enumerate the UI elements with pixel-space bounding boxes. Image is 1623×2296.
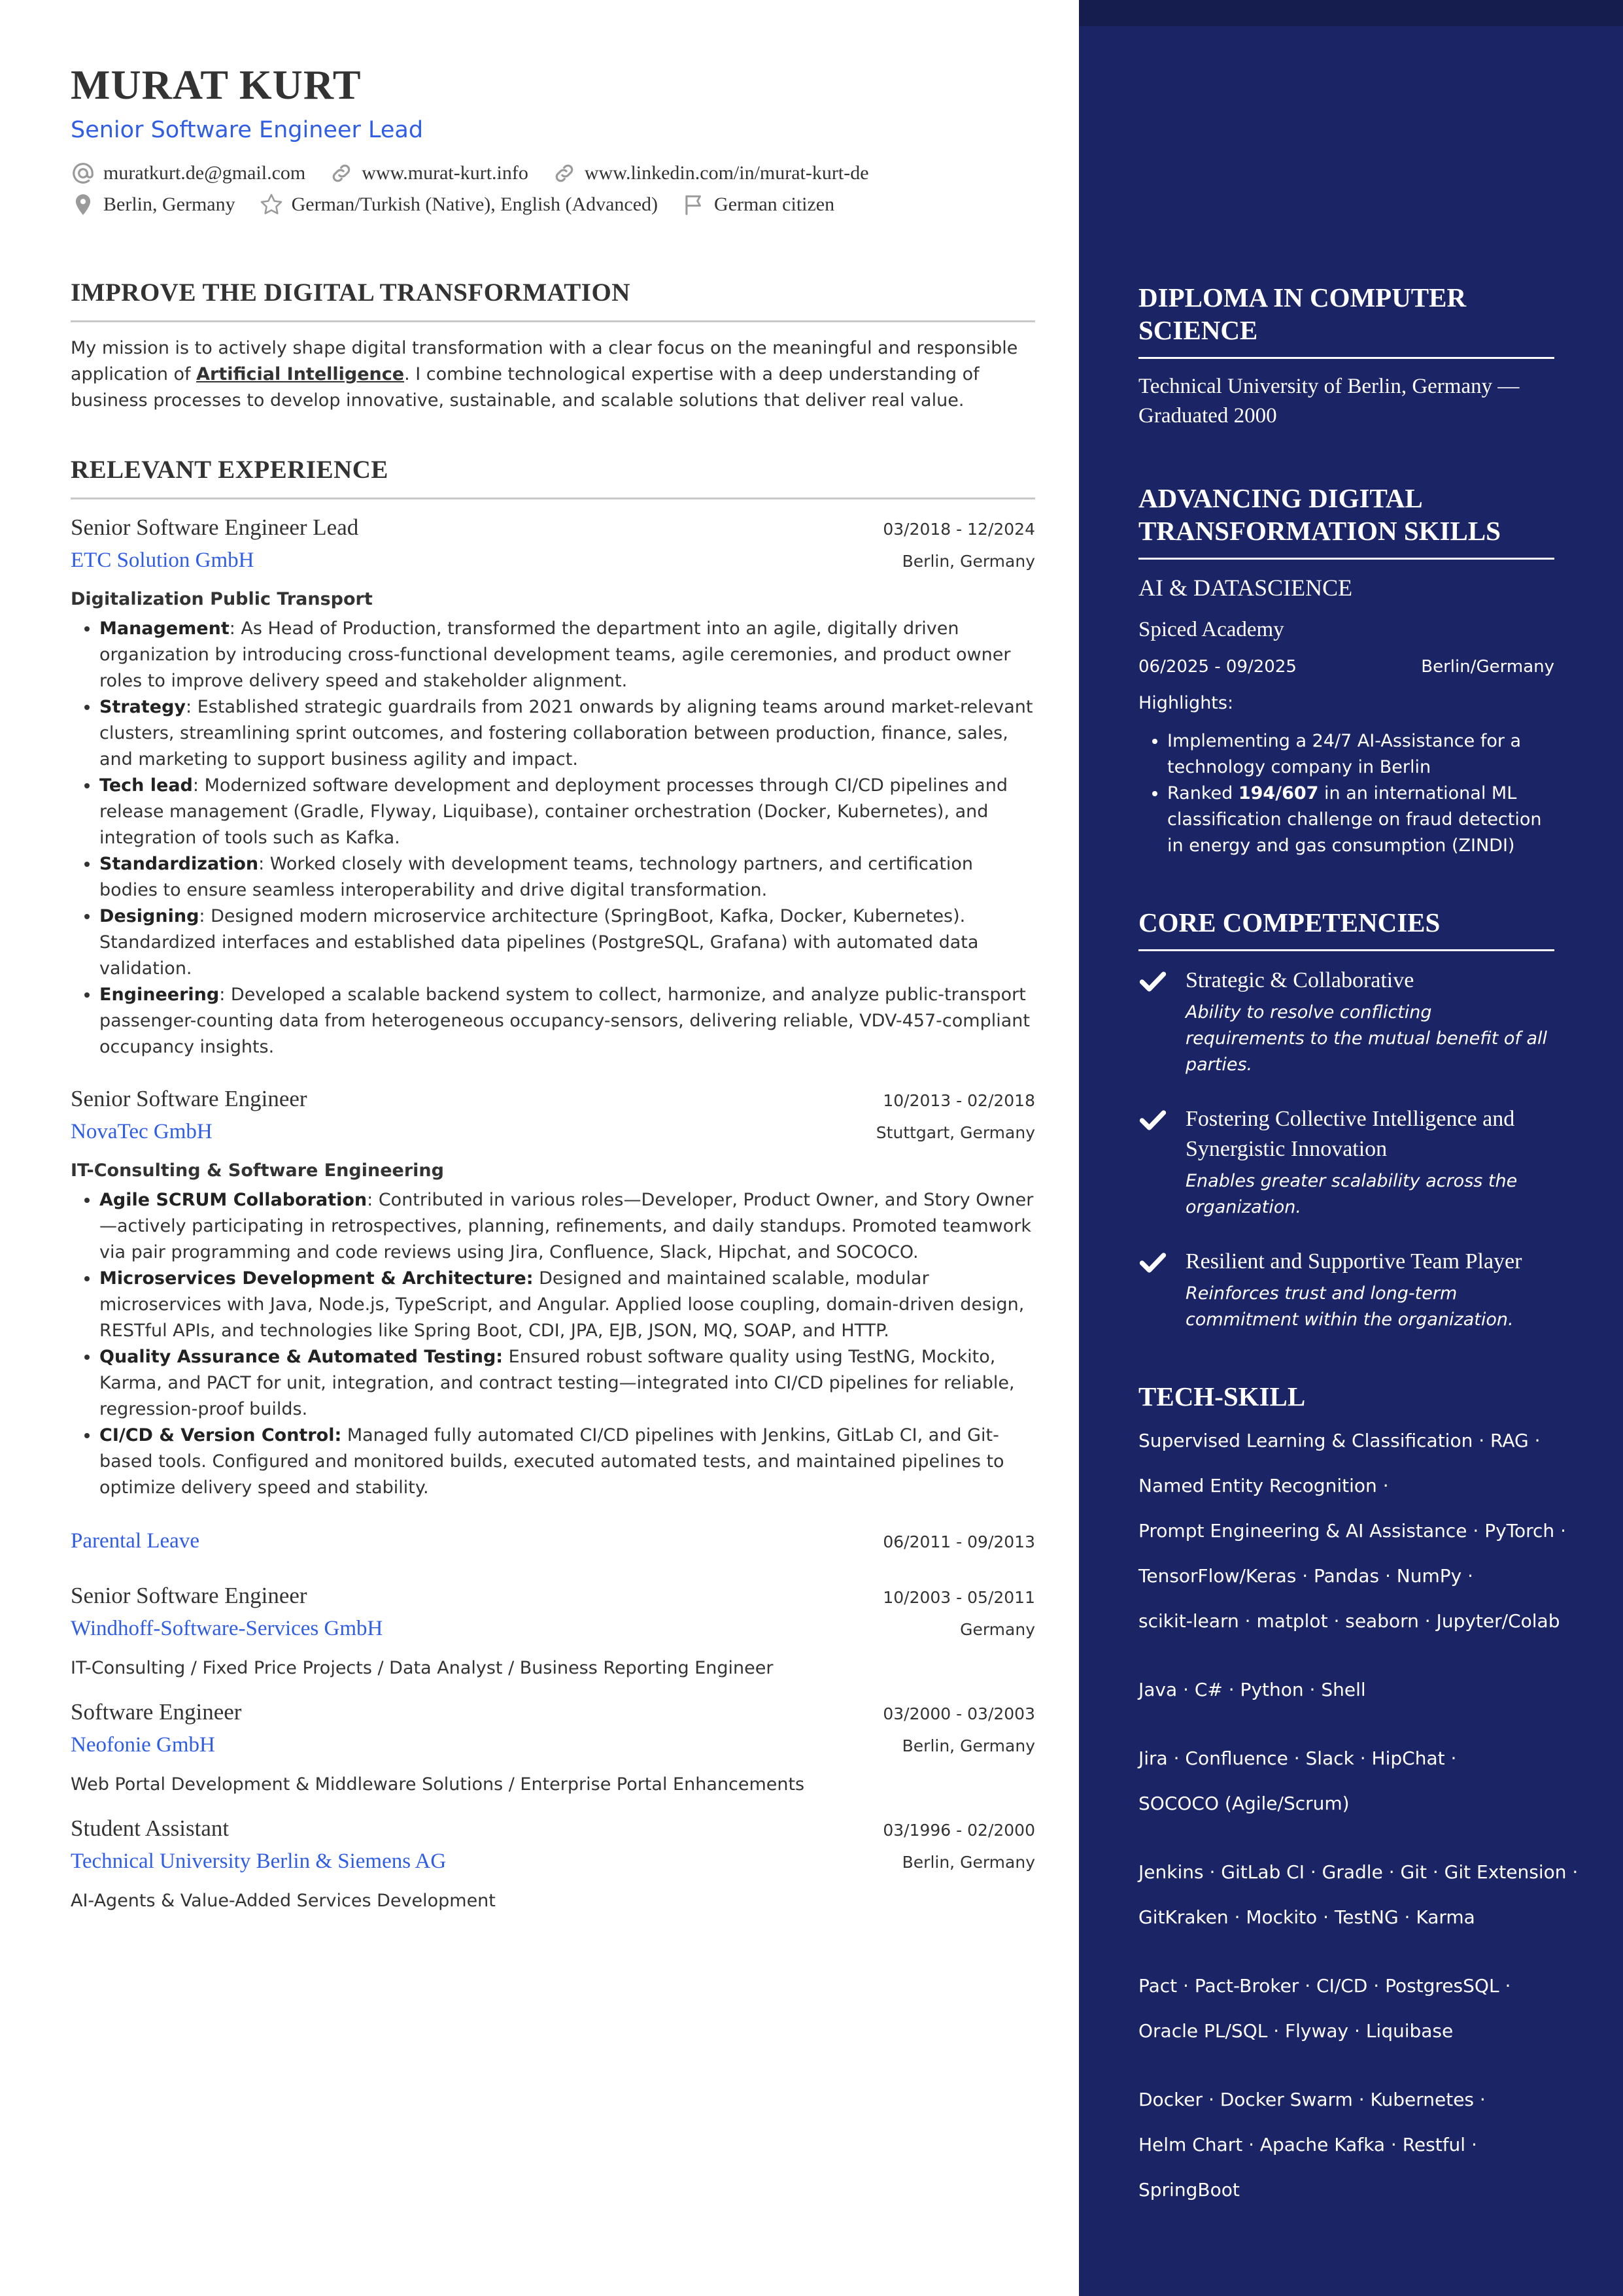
linkedin-text: www.linkedin.com/in/murat-kurt-de <box>584 162 869 184</box>
advancing-title: ADVANCING DIGITAL TRANSFORMATION SKILLS <box>1138 482 1554 560</box>
company-name[interactable]: Windhoff-Software-Services GmbH <box>71 1617 383 1640</box>
company-name[interactable]: Neofonie GmbH <box>71 1733 215 1757</box>
education-section <box>1138 281 1554 431</box>
competency-name: Strategic & Collaborative <box>1186 968 1414 992</box>
competencies-title: CORE COMPETENCIES <box>1138 906 1554 951</box>
contact-location <box>71 192 235 217</box>
skill-group <box>1138 1963 1554 2053</box>
contact-row-1 <box>71 158 1035 188</box>
skill-group <box>1138 1849 1579 1940</box>
highlight-item: • Implementing a 24/7 AI-Assistance for a technology company in Berlin <box>1167 728 1554 781</box>
course-title: AI & DATASCIENCE <box>1138 575 1353 601</box>
bullet-item: • Designing: Designed modern microservice architecture (SpringBoot, Kafka, Docker, Kubernetes). Standardized interfaces and established data pipelines (PostgreSQL, Grafana) with automated data validation. <box>99 903 1035 982</box>
project-title: Digitalization Public Transport <box>71 589 373 609</box>
course-location: Berlin/Germany <box>1421 657 1554 677</box>
citizenship-text: German citizen <box>714 194 835 215</box>
checkmark-icon <box>1138 967 1167 996</box>
bullet-item: • Management: As Head of Production, transformed the department into an agile, digitally driven organization by introducing cross-functional development teams, agile ceremonies, and product owner roles to improve delivery speed and stakeholder alignment. <box>99 616 1035 694</box>
contact-website[interactable] <box>329 161 528 186</box>
skill-line: Named Entity Recognition · <box>1138 1475 1389 1496</box>
job-date: 10/2013 - 02/2018 <box>883 1091 1035 1110</box>
course-date: 06/2025 - 09/2025 <box>1138 657 1297 677</box>
at-icon <box>71 161 95 186</box>
experience-section <box>71 454 1035 1914</box>
job-location: Berlin, Germany <box>902 552 1035 571</box>
highlights-label: Highlights: <box>1138 693 1234 713</box>
link-icon <box>329 161 354 186</box>
competency-desc: Reinforces trust and long-term commitment within the organization. <box>1186 1283 1514 1330</box>
job-title: Senior Software Engineer <box>71 1086 307 1111</box>
skill-line: Oracle PL/SQL · Flyway · Liquibase <box>1138 2020 1454 2042</box>
competency-name: Resilient and Supportive Team Player <box>1186 1249 1522 1274</box>
link-icon <box>552 161 577 186</box>
skill-line: SpringBoot <box>1138 2179 1240 2201</box>
course-org: Spiced Academy <box>1138 618 1284 641</box>
contact-languages <box>259 192 658 217</box>
skill-group <box>1138 2077 1554 2212</box>
contact-row-2 <box>71 190 1035 220</box>
skill-line: Pact · Pact-Broker · CI/CD · PostgresSQL · <box>1138 1975 1511 1997</box>
job-location: Germany <box>960 1620 1035 1639</box>
experience-title: RELEVANT EXPERIENCE <box>71 454 1035 499</box>
company-name[interactable]: Technical University Berlin & Siemens AG <box>71 1849 447 1873</box>
bullet-item: • Quality Assurance & Automated Testing: Ensured robust software quality using TestNG, Mockito, Karma, and PACT for unit, integration, and contract testing—integrated into CI/CD pipelines for reliable, regression-proof builds. <box>99 1344 1035 1423</box>
skill-line: Jenkins · GitLab CI · Gradle · Git · Git Extension · <box>1138 1861 1579 1883</box>
skill-line: GitKraken · Mockito · TestNG · Karma <box>1138 1906 1475 1928</box>
job-description: AI-Agents & Value-Added Services Development <box>71 1891 496 1911</box>
sidebar-top-band <box>1079 0 1623 26</box>
skill-line: Jira · Confluence · Slack · HipChat · <box>1138 1747 1457 1769</box>
project-title: IT-Consulting & Software Engineering <box>71 1160 444 1181</box>
advancing-section <box>1138 482 1554 859</box>
flag-icon <box>681 192 706 217</box>
bullet-item: • Standardization: Worked closely with development teams, technology partners, and certification bodies to ensure seamless interoperability and drive digital transformation. <box>99 851 1035 903</box>
job-location: Berlin, Germany <box>902 1853 1035 1872</box>
highlights-list <box>1138 728 1554 859</box>
skill-group <box>1138 1418 1566 1644</box>
techskill-section <box>1138 1380 1579 2212</box>
candidate-name: MURAT KURT <box>71 61 362 108</box>
job-entry <box>71 1696 1035 1798</box>
competency-name: Fostering Collective Intelligence and Synergistic Innovation <box>1186 1107 1515 1161</box>
skill-line: Helm Chart · Apache Kafka · Restful · <box>1138 2134 1477 2155</box>
skill-line: scikit-learn · matplot · seaborn · Jupyter/Colab <box>1138 1610 1560 1632</box>
bullet-item: • Engineering: Developed a scalable backend system to collect, harmonize, and analyze public-transport passenger-counting data from heterogeneous occupancy-sensors, delivering reliable, VDV-457-compliant occupancy insights. <box>99 982 1035 1060</box>
job-bullets <box>71 1187 1035 1501</box>
job-date: 10/2003 - 05/2011 <box>883 1588 1035 1607</box>
competencies-section <box>1138 906 1554 1333</box>
website-text: www.murat-kurt.info <box>362 162 528 184</box>
job-date: 03/2018 - 12/2024 <box>883 520 1035 539</box>
sidebar <box>1079 0 1623 2296</box>
job-description: Web Portal Development & Middleware Solutions / Enterprise Portal Enhancements <box>71 1774 805 1795</box>
contact-citizenship <box>681 192 834 217</box>
contact-email[interactable] <box>71 161 305 186</box>
job-title: Software Engineer <box>71 1699 242 1725</box>
company-name[interactable]: NovaTec GmbH <box>71 1120 213 1143</box>
course-meta <box>1138 655 1554 679</box>
email-text: muratkurt.de@gmail.com <box>103 162 306 184</box>
competency-item <box>1138 1104 1554 1221</box>
skill-group <box>1138 1736 1554 1826</box>
bullet-item: • CI/CD & Version Control: Managed fully automated CI/CD pipelines with Jenkins, GitLab CI, and Git-based tools. Configured and monitored builds, executed automated tests, and maintained pipelines to optimize delivery speed and stability. <box>99 1423 1035 1501</box>
job-bullets <box>71 616 1035 1060</box>
checkmark-icon <box>1138 1248 1167 1277</box>
star-icon <box>259 192 284 217</box>
job-location: Berlin, Germany <box>902 1736 1035 1755</box>
skill-group <box>1138 1667 1554 1712</box>
job-entry <box>71 1812 1035 1914</box>
job-title: Senior Software Engineer Lead <box>71 515 359 540</box>
job-title: Senior Software Engineer <box>71 1583 307 1608</box>
bullet-item: • Microservices Development & Architecture: Designed and maintained scalable, modular microservices with Java, Node.js, TypeScript, and Angular. Applied loose coupling, domain-driven design, RESTful APIs, and technologies like Spring Boot, CDI, JPA, EJB, JSON, MQ, SOAP, and HTTP. <box>99 1266 1035 1344</box>
competency-desc: Enables greater scalability across the organization. <box>1186 1171 1518 1217</box>
highlight-item: • Ranked 194/607 in an international ML classification challenge on fraud detection in energy and gas consumption (ZINDI) <box>1167 781 1554 859</box>
techskill-list <box>1138 1418 1579 2212</box>
summary-text: My mission is to actively shape digital transformation with a clear focus on the meaningful and responsible application of Artificial Intelligence. I combine technological expertise with a deep understanding of business processes to develop innovative, sustainable, and scalable solutions that deliver real value. <box>71 338 1018 411</box>
bullet-item: • Tech lead: Modernized software development and deployment processes through CI/CD pipelines and release management (Gradle, Flyway, Liquibase), container orchestration (Docker, Kubernetes), and integration of tools such as Kafka. <box>99 773 1035 851</box>
education-title: DIPLOMA IN COMPUTER SCIENCE <box>1138 281 1554 359</box>
job-date: 03/1996 - 02/2000 <box>883 1821 1035 1840</box>
checkmark-icon <box>1138 1106 1167 1134</box>
competency-item <box>1138 1247 1554 1333</box>
skill-line: SOCOCO (Agile/Scrum) <box>1138 1793 1350 1814</box>
job-title: Student Assistant <box>71 1815 230 1841</box>
summary-section <box>71 277 1035 414</box>
job-location: Stuttgart, Germany <box>876 1123 1035 1142</box>
leave-title[interactable]: Parental Leave <box>71 1529 199 1553</box>
education-text: Technical University of Berlin, Germany — Graduated 2000 <box>1138 375 1520 428</box>
job-entry <box>71 511 1035 1060</box>
competency-desc: Ability to resolve conflicting requirements to the mutual benefit of all parties. <box>1186 1002 1547 1075</box>
leave-date: 06/2011 - 09/2013 <box>883 1532 1035 1551</box>
location-pin-icon <box>71 192 95 217</box>
competency-item <box>1138 966 1554 1078</box>
job-date: 03/2000 - 03/2003 <box>883 1704 1035 1723</box>
summary-highlight: Artificial Intelligence <box>196 364 405 384</box>
job-entry <box>71 1083 1035 1501</box>
job-entry <box>71 1579 1035 1681</box>
company-name[interactable]: ETC Solution GmbH <box>71 549 254 572</box>
skill-line: Docker · Docker Swarm · Kubernetes · <box>1138 2089 1486 2110</box>
skill-line: Supervised Learning & Classification · RAG · <box>1138 1430 1541 1451</box>
languages-text: German/Turkish (Native), English (Advanced) <box>291 194 658 215</box>
summary-title: IMPROVE THE DIGITAL TRANSFORMATION <box>71 277 1035 322</box>
contact-linkedin[interactable] <box>552 161 869 186</box>
techskill-title: TECH-SKILL <box>1138 1381 1306 1411</box>
bullet-item: • Strategy: Established strategic guardrails from 2021 onwards by aligning teams around market-relevant clusters, streamlining sprint outcomes, and fostering collaboration between production, finance, sales, and marketing to support business agility and impact. <box>99 694 1035 773</box>
skill-line: TensorFlow/Keras · Pandas · NumPy · <box>1138 1565 1474 1587</box>
skill-line: Java · C# · Python · Shell <box>1138 1679 1366 1700</box>
bullet-item: • Agile SCRUM Collaboration: Contributed in various roles—Developer, Product Owner, and Story Owner—actively participating in retrospectives, planning, refinements, and daily standups. Promoted teamwork via pair programming and code reviews using Jira, Confluence, Slack, Hipchat, and SOCOCO. <box>99 1187 1035 1266</box>
skill-line: Prompt Engineering & AI Assistance · PyTorch · <box>1138 1520 1566 1542</box>
leave-entry <box>71 1525 1035 1557</box>
job-description: IT-Consulting / Fixed Price Projects / Data Analyst / Business Reporting Engineer <box>71 1658 774 1678</box>
location-text: Berlin, Germany <box>103 194 235 215</box>
candidate-title: Senior Software Engineer Lead <box>71 117 424 143</box>
